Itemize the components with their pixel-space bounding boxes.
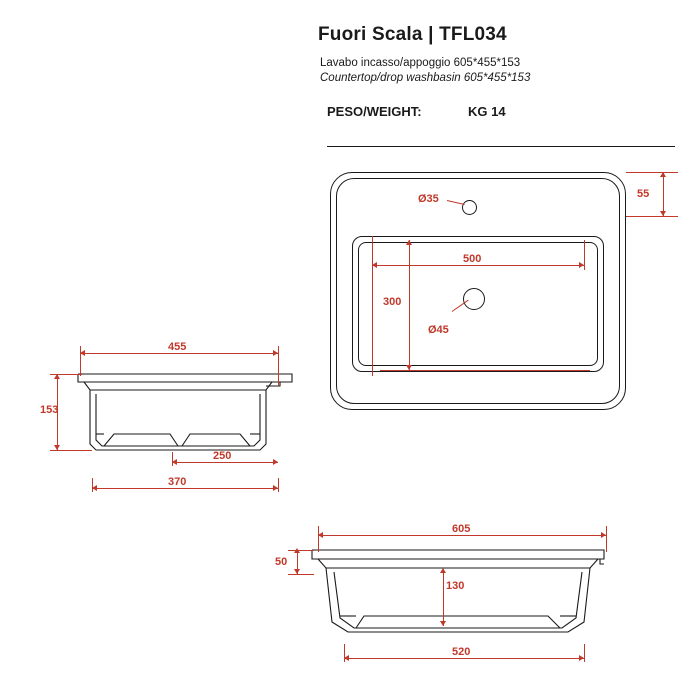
- front-bowl-height-arrow-top: [440, 568, 446, 573]
- rim-offset-arrow-bottom: [660, 211, 666, 216]
- front-base-ext-left: [344, 644, 345, 662]
- rim-offset-dim: 55: [637, 188, 650, 200]
- subtitle-italian: Lavabo incasso/appoggio 605*455*153: [320, 57, 521, 69]
- front-width-dim: 605: [452, 523, 471, 535]
- drain-hole-dim: Ø45: [428, 324, 449, 336]
- side-depth-dim: 455: [168, 341, 187, 353]
- bowl-width-dim: 500: [463, 253, 482, 265]
- front-width-ext-right: [606, 526, 607, 552]
- side-span-ext-right: [278, 478, 279, 492]
- bowl-depth-dimline: [409, 240, 410, 370]
- front-rim-ext-top: [288, 550, 314, 551]
- side-base-dimline: [172, 462, 278, 463]
- side-depth-dimline: [80, 353, 278, 354]
- weight-value: KG 14: [468, 104, 506, 119]
- side-height-ext-bottom: [50, 450, 92, 451]
- side-height-dim: 153: [40, 404, 59, 416]
- side-depth-ext-right: [278, 346, 279, 386]
- front-base-dim: 520: [452, 646, 471, 658]
- front-bowl-height-dim: 130: [446, 580, 465, 592]
- bowl-width-ext-left: [372, 236, 373, 376]
- front-base-ext-right: [584, 644, 585, 662]
- side-base-ext-left: [172, 452, 173, 466]
- rim-offset-arrow-top: [660, 172, 666, 177]
- front-width-ext-left: [318, 526, 319, 552]
- tap-hole-icon: [462, 200, 477, 215]
- side-span-dim: 370: [168, 476, 187, 488]
- front-width-dimline: [318, 535, 606, 536]
- front-rim-dim: 50: [275, 556, 288, 568]
- side-span-dimline: [92, 488, 278, 489]
- page-title: Fuori Scala | TFL034: [318, 24, 507, 45]
- side-base-dim: 250: [213, 450, 232, 462]
- rim-offset-dimline: [663, 172, 664, 216]
- side-depth-ext-left: [80, 346, 81, 376]
- bowl-depth-arrow-top: [406, 240, 412, 245]
- subtitle-english: Countertop/drop washbasin 605*455*153: [320, 72, 531, 84]
- tap-hole-dim: Ø35: [418, 193, 439, 205]
- front-base-dimline: [344, 658, 584, 659]
- front-bowl-height-arrow-bottom: [440, 621, 446, 626]
- weight-label: PESO/WEIGHT:: [327, 104, 422, 119]
- front-bowl-height-dimline: [443, 570, 444, 626]
- bowl-width-ext-right: [584, 240, 585, 270]
- bowl-width-dimline: [372, 265, 584, 266]
- header-divider: [327, 146, 675, 147]
- side-base-arrow-right: [273, 459, 278, 465]
- front-rim-ext-bottom: [288, 574, 314, 575]
- drain-hole-icon: [463, 288, 485, 310]
- side-height-ext-top: [50, 374, 82, 375]
- rim-offset-ext-top: [626, 172, 678, 173]
- side-span-ext-left: [92, 478, 93, 492]
- bowl-depth-ext-bottom: [380, 370, 590, 371]
- bowl-depth-dim: 300: [383, 296, 402, 308]
- front-view-drawing: [308, 546, 608, 651]
- rim-offset-ext-bottom: [626, 216, 678, 217]
